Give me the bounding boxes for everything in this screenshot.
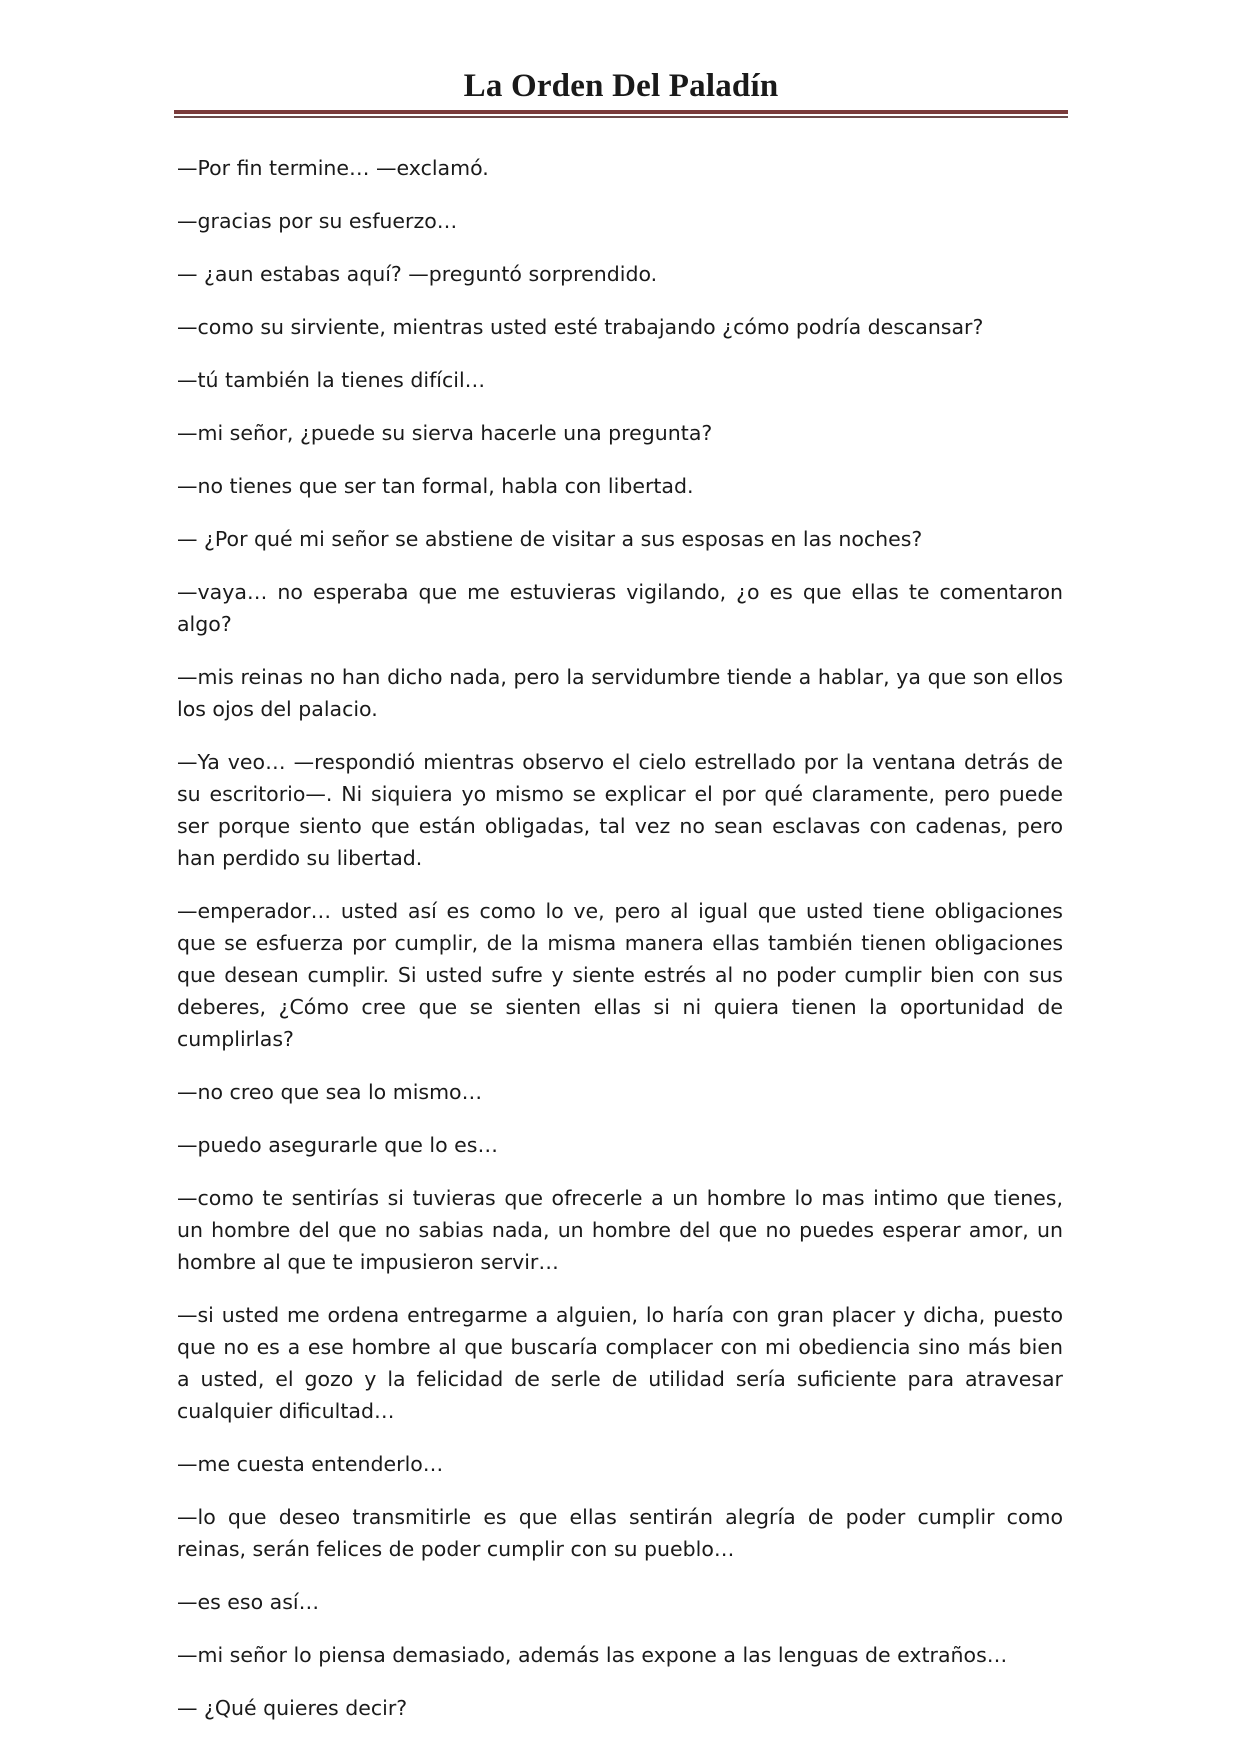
- paragraph: —Por fin termine… —exclamó.: [177, 156, 489, 180]
- paragraph: —no creo que sea lo mismo…: [177, 1080, 483, 1104]
- paragraph: —puedo asegurarle que lo es…: [177, 1133, 498, 1157]
- paragraph: —como su sirviente, mientras usted esté trabajando ¿cómo podría descansar?: [177, 315, 984, 339]
- paragraph: — ¿Qué quieres decir?: [177, 1696, 408, 1720]
- paragraph: —si usted me ordena entregarme a alguien, lo haría con gran placer y dicha, puesto que no es a ese hombre al que buscaría complacer con mi obediencia sino más bien a usted, el gozo y la felicidad de serle de utilidad sería suficiente para atravesar cualquier dificultad…: [177, 1303, 1063, 1423]
- header-rule-thin: [174, 116, 1068, 118]
- paragraph: — ¿aun estabas aquí? —preguntó sorprendido.: [177, 262, 658, 286]
- paragraph: —como te sentirías si tuvieras que ofrecerle a un hombre lo mas intimo que tienes, un hombre del que no sabias nada, un hombre del que no puedes esperar amor, un hombre al que te impusieron servir…: [177, 1186, 1063, 1274]
- paragraph: —gracias por su esfuerzo…: [177, 209, 458, 233]
- paragraph: —Ya veo… —respondió mientras observo el cielo estrellado por la ventana detrás de su escritorio—. Ni siquiera yo mismo se explicar el por qué claramente, pero puede ser porque siento que están obligadas, tal vez no sean esclavas con cadenas, pero han perdido su libertad.: [177, 750, 1063, 870]
- paragraph: —emperador… usted así es como lo ve, pero al igual que usted tiene obligaciones que se esfuerza por cumplir, de la misma manera ellas también tienen obligaciones que desean cumplir. Si usted sufre y siente estrés al no poder cumplir bien con sus deberes, ¿Cómo cree que se sienten ellas si ni quiera tienen la oportunidad de cumplirlas?: [177, 899, 1063, 1051]
- body-text: [177, 152, 1063, 1745]
- paragraph: —vaya… no esperaba que me estuvieras vigilando, ¿o es que ellas te comentaron algo?: [177, 580, 1063, 636]
- page-header: [174, 70, 1068, 118]
- paragraph: —mi señor, ¿puede su sierva hacerle una pregunta?: [177, 421, 713, 445]
- paragraph: —es eso así…: [177, 1590, 320, 1614]
- paragraph: —no tienes que ser tan formal, habla con libertad.: [177, 474, 694, 498]
- paragraph: —me cuesta entenderlo…: [177, 1452, 444, 1476]
- paragraph: —mi señor lo piensa demasiado, además las expone a las lenguas de extraños…: [177, 1643, 1008, 1667]
- paragraph: — ¿Por qué mi señor se abstiene de visitar a sus esposas en las noches?: [177, 527, 923, 551]
- paragraph: —tú también la tienes difícil…: [177, 368, 486, 392]
- paragraph: —lo que deseo transmitirle es que ellas sentirán alegría de poder cumplir como reinas, serán felices de poder cumplir con su pueblo…: [177, 1505, 1063, 1561]
- paragraph: —mis reinas no han dicho nada, pero la servidumbre tiende a hablar, ya que son ellos los ojos del palacio.: [177, 665, 1063, 721]
- book-title: La Orden Del Paladín: [463, 68, 779, 104]
